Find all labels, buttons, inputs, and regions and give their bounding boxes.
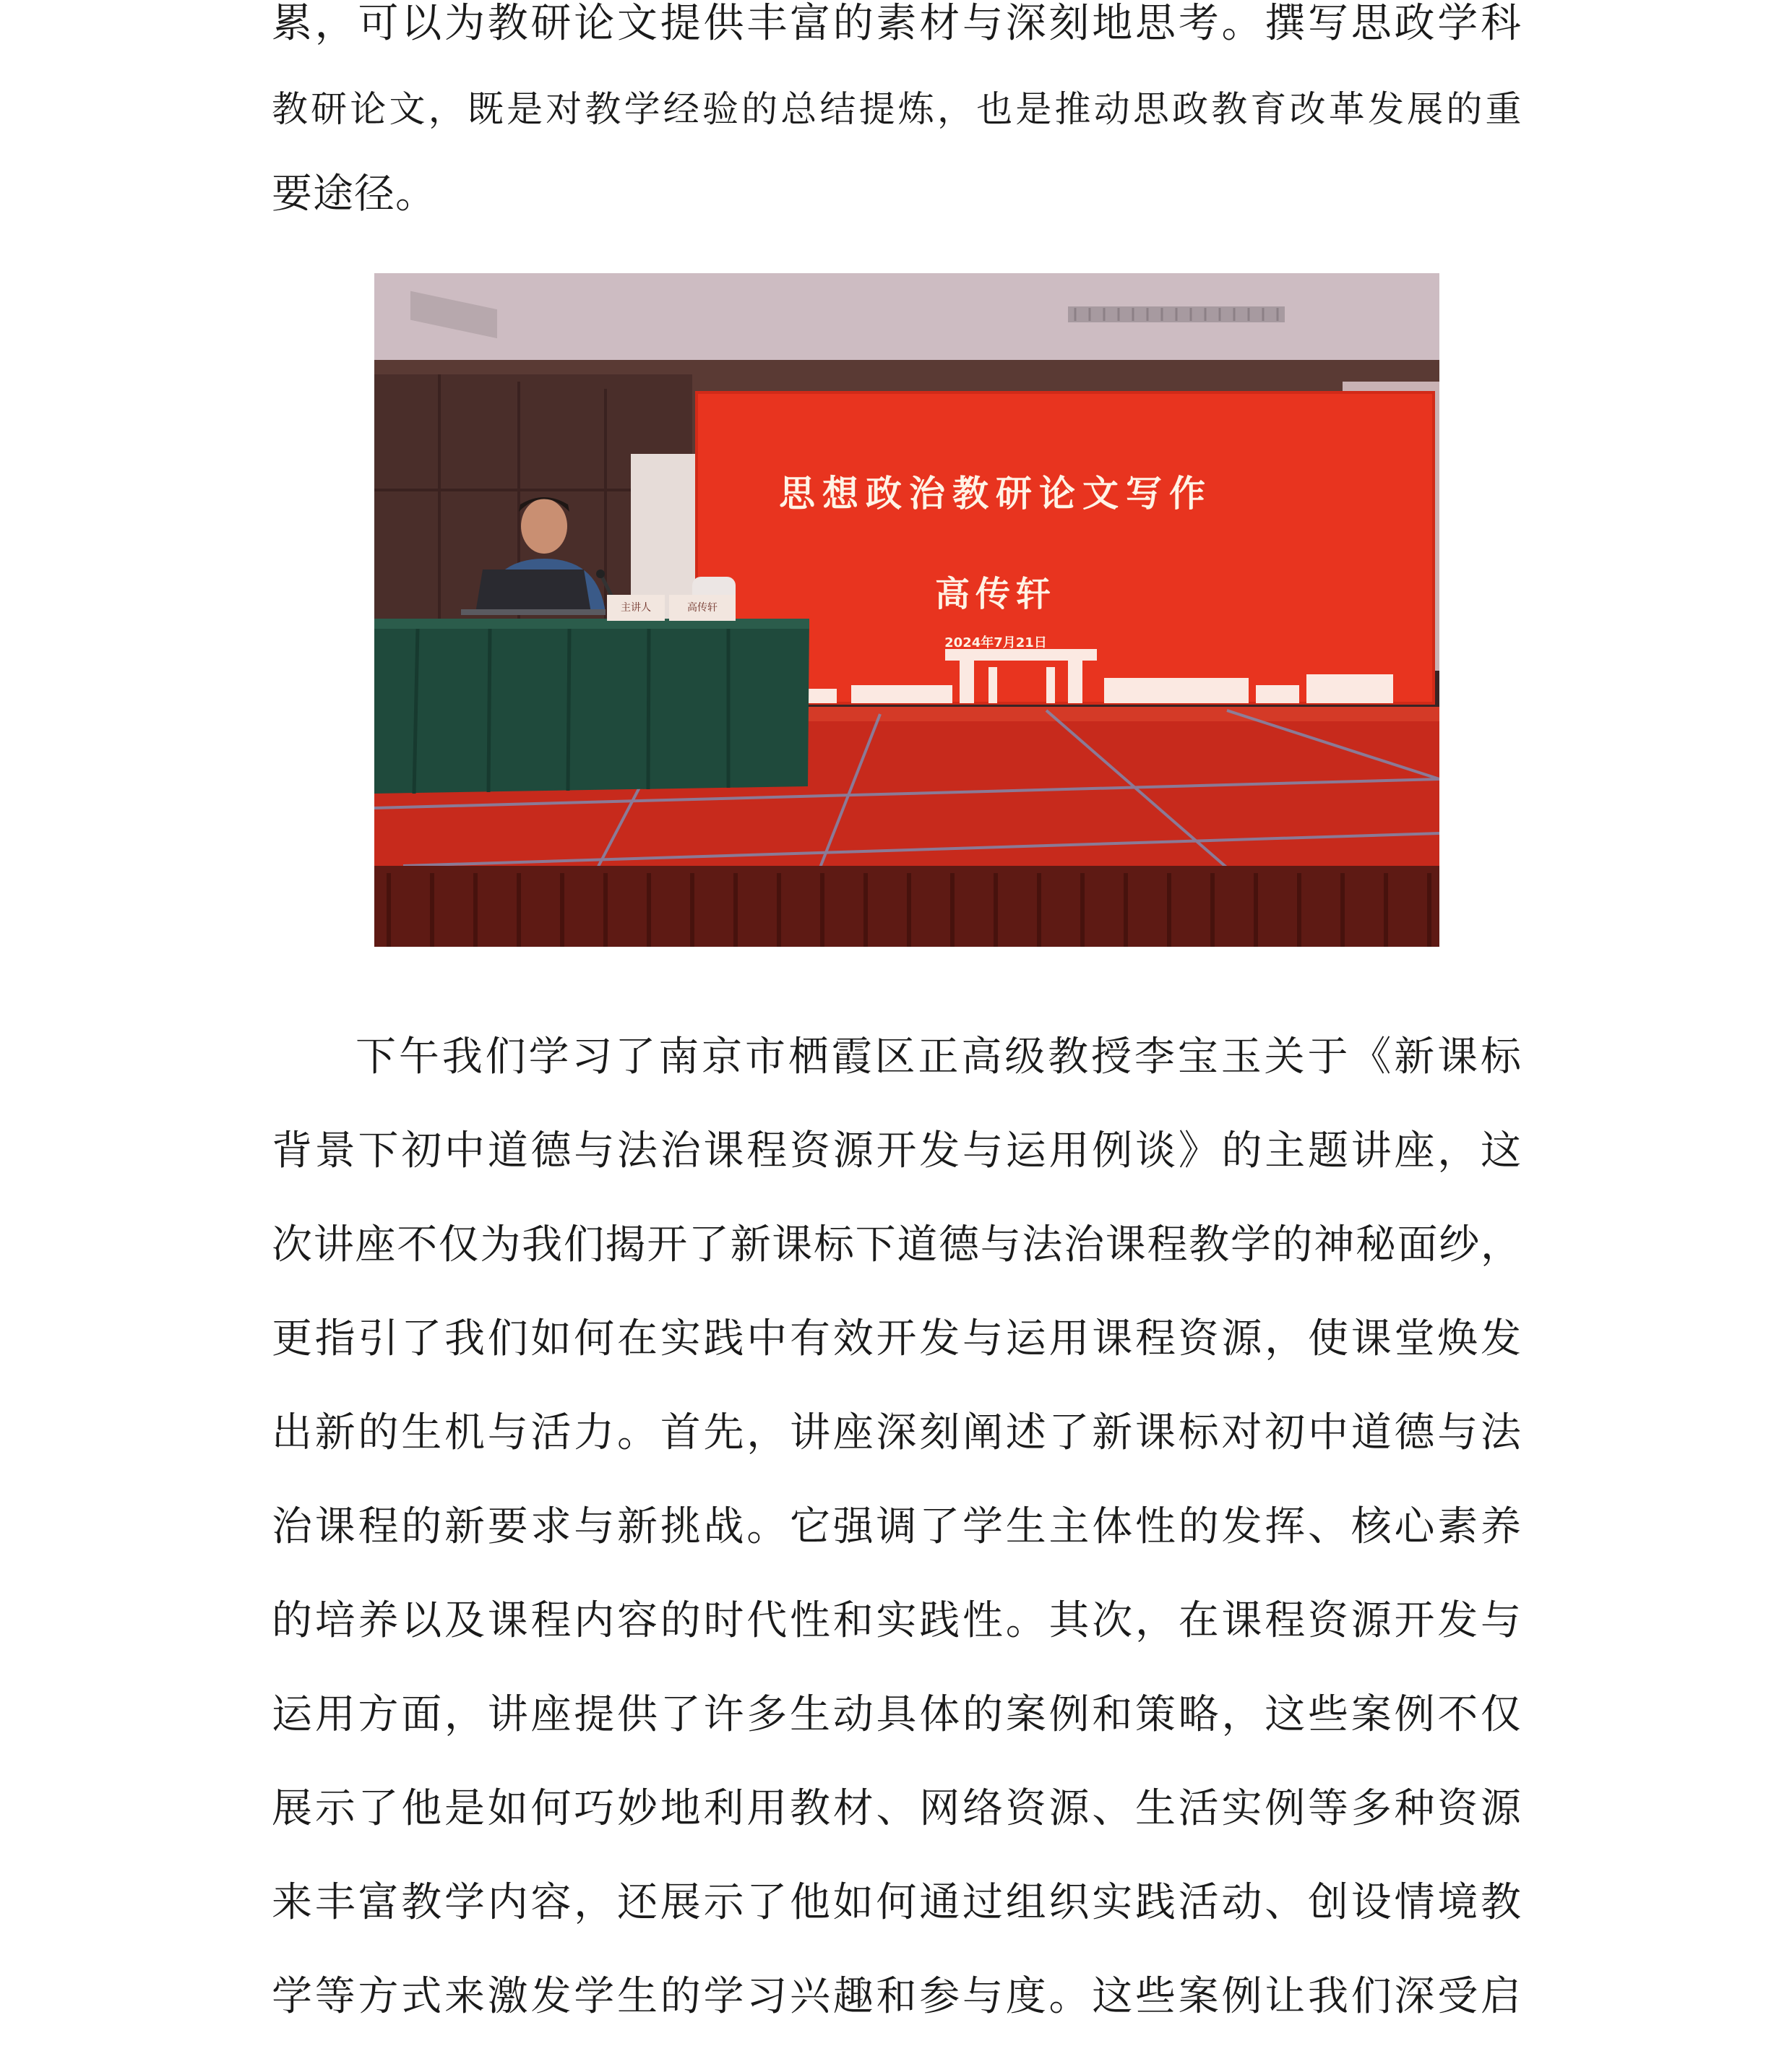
paragraph-line: 背景下初中道德与法治课程资源开发与运用例谈》的主题讲座，这 xyxy=(272,1127,1522,1174)
nameplate-name: 高传轩 xyxy=(669,595,736,621)
paragraph-line: 出新的生机与活力。首先，讲座深刻阐述了新课标对初中道德与法 xyxy=(272,1409,1522,1456)
paragraph-line: 学等方式来激发学生的学习兴趣和参与度。这些案例让我们深受启 xyxy=(272,1973,1522,2020)
screen-date: 2024年7月21日 xyxy=(944,635,1047,650)
paragraph-line: 治课程的新要求与新挑战。它强调了学生主体性的发挥、核心素养 xyxy=(272,1503,1522,1550)
top-paragraph xyxy=(272,0,1522,256)
paragraph-line: 累，可以为教研论文提供丰富的素材与深刻地思考。撰写思政学科 xyxy=(272,0,1522,47)
screen-title: 思想政治教研论文写作 xyxy=(779,472,1212,515)
bottom-paragraph xyxy=(272,1034,1522,2067)
paragraph-line: 次讲座不仅为我们揭开了新课标下道德与法治课程教学的神秘面纱， xyxy=(272,1221,1522,1268)
paragraph-line: 教研论文，既是对教学经验的总结提炼，也是推动思政教育改革发展的重 xyxy=(272,88,1522,130)
paragraph-line: 运用方面，讲座提供了许多生动具体的案例和策略，这些案例不仅 xyxy=(272,1691,1522,1738)
lecture-photo xyxy=(374,273,1439,947)
paragraph-line: 下午我们学习了南京市栖霞区正高级教授李宝玉关于《新课标 xyxy=(356,1034,1522,1080)
screen-speaker: 高传轩 xyxy=(934,574,1056,614)
paragraph-line: 更指引了我们如何在实践中有效开发与运用课程资源，使课堂焕发 xyxy=(272,1315,1522,1362)
paragraph-line: 要途径。 xyxy=(272,171,436,218)
paragraph-line: 来丰富教学内容，还展示了他如何通过组织实践活动、创设情境教 xyxy=(272,1879,1522,1926)
paragraph-line: 的培养以及课程内容的时代性和实践性。其次，在课程资源开发与 xyxy=(272,1597,1522,1644)
paragraph-line: 展示了他是如何巧妙地利用教材、网络资源、生活实例等多种资源 xyxy=(272,1785,1522,1832)
nameplate-label: 主讲人 xyxy=(607,595,665,621)
